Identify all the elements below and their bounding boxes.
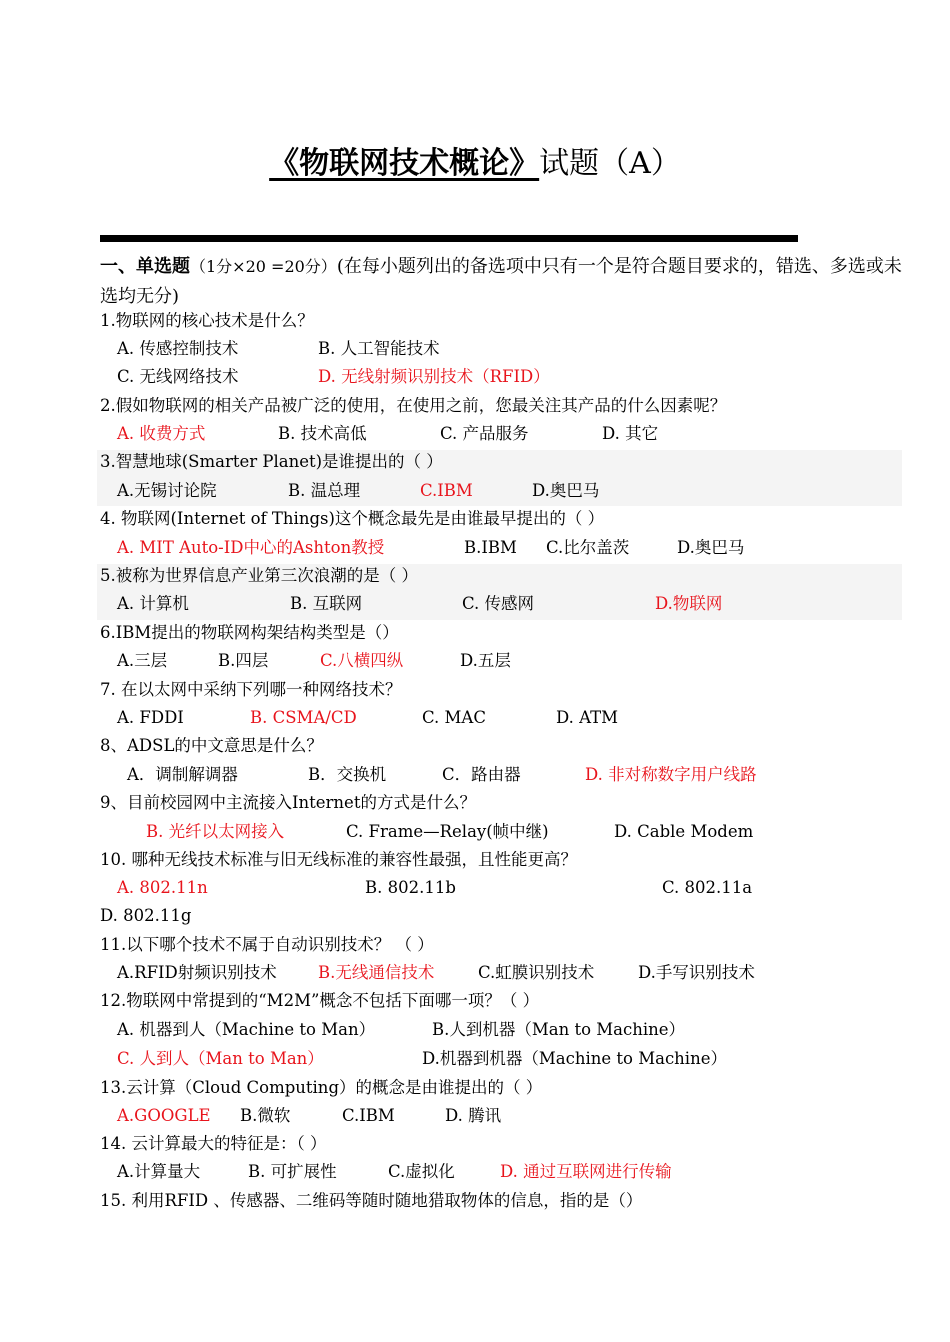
question-7-option: A. FDDI	[117, 708, 184, 727]
question-12-option: A. 机器到人（Machine to Man）	[117, 1020, 376, 1039]
question-11-option: A.RFID射频识别技术	[117, 963, 277, 982]
question-1-option-answer: D. 无线射频识别技术（RFID）	[318, 367, 550, 386]
question-9-option: D. Cable Modem	[614, 822, 754, 841]
question-13-option: B.微软	[240, 1106, 291, 1125]
question-8-text: 8、ADSL的中文意思是什么？	[100, 736, 323, 755]
question-6-option: D.五层	[460, 651, 511, 670]
question-14-text: 14. 云计算最大的特征是：（ ）	[100, 1134, 327, 1153]
question-14-option-answer: D. 通过互联网进行传输	[500, 1162, 672, 1181]
question-9-option-answer: B. 光纤以太网接入	[146, 822, 285, 841]
question-5-option: C. 传感网	[462, 594, 535, 613]
question-2-option: D. 其它	[602, 424, 659, 443]
question-10-option: D. 802.11g	[100, 906, 192, 925]
question-13-option: D. 腾讯	[445, 1106, 502, 1125]
page-title	[0, 138, 950, 182]
question-3-text: 3.智慧地球(Smarter Planet)是谁提出的（ ）	[100, 452, 443, 471]
question-3-option: B. 温总理	[288, 481, 361, 500]
question-11-option: C.虹膜识别技术	[478, 963, 595, 982]
question-13-option: C.IBM	[342, 1106, 395, 1125]
question-5-text: 5.被称为世界信息产业第三次浪潮的是（ ）	[100, 566, 418, 585]
question-11-text: 11.以下哪个技术不属于自动识别技术？ （ ）	[100, 935, 434, 954]
section-header	[100, 252, 905, 312]
question-3-option-answer: C.IBM	[420, 481, 473, 500]
question-8-option: C．路由器	[442, 765, 521, 784]
question-11-option-answer: B.无线通信技术	[318, 963, 435, 982]
question-7-option-answer: B. CSMA/CD	[250, 708, 357, 727]
question-1-option: A. 传感控制技术	[117, 339, 239, 358]
question-14-option: B. 可扩展性	[248, 1162, 337, 1181]
question-6-text: 6.IBM提出的物联网构架结构类型是（）	[100, 623, 399, 642]
section-instruction: (在每小题列出的备选项中只有一个是符合题目要求的，错选、多选或未选均无分)	[100, 256, 902, 307]
question-3-option: D.奥巴马	[532, 481, 600, 500]
section-heading: 一、单选题	[100, 256, 190, 277]
question-8-option: B．交换机	[308, 765, 387, 784]
title-rule	[100, 235, 798, 242]
question-7-option: C. MAC	[422, 708, 486, 727]
question-5-option-answer: D.物联网	[655, 594, 723, 613]
question-1-option: C. 无线网络技术	[117, 367, 239, 386]
question-6-option-answer: C.八横四纵	[320, 651, 404, 670]
question-2-option: B. 技术高低	[278, 424, 367, 443]
title-suffix: 试题（A）	[539, 146, 681, 181]
question-10-text: 10. 哪种无线技术标准与旧无线标准的兼容性最强，且性能更高？	[100, 850, 577, 869]
question-11-option: D.手写识别技术	[638, 963, 755, 982]
question-10-option: B. 802.11b	[365, 878, 456, 897]
question-14-option: A.计算量大	[117, 1162, 201, 1181]
question-2-option-answer: A. 收费方式	[117, 424, 206, 443]
question-7-text: 7. 在以太网中采纳下列哪一种网络技术？	[100, 680, 402, 699]
question-6-option: B.四层	[218, 651, 269, 670]
question-8-option-answer: D. 非对称数字用户线路	[585, 765, 757, 784]
question-2-text: 2.假如物联网的相关产品被广泛的使用，在使用之前，您最关注其产品的什么因素呢？	[100, 396, 727, 415]
title-main: 《物联网技术概论》	[269, 146, 540, 181]
question-5-option: A. 计算机	[117, 594, 189, 613]
question-12-option: B.人到机器（Man to Machine）	[432, 1020, 686, 1039]
question-4-text: 4. 物联网(Internet of Things)这个概念最先是由谁最早提出的（ ）	[100, 509, 605, 528]
question-10-option-answer: A. 802.11n	[117, 878, 208, 897]
question-6-option: A.三层	[117, 651, 168, 670]
question-8-option: A．调制解调器	[127, 765, 238, 784]
question-12-text: 12.物联网中常提到的“M2M”概念不包括下面哪一项？（ ）	[100, 991, 540, 1010]
question-4-option: D.奥巴马	[677, 538, 745, 557]
question-1-option: B. 人工智能技术	[318, 339, 440, 358]
question-4-option-answer: A. MIT Auto-ID中心的Ashton教授	[117, 538, 385, 557]
question-2-option: C. 产品服务	[440, 424, 529, 443]
question-3-option: A.无锡讨论院	[117, 481, 217, 500]
question-13-option-answer: A.GOOGLE	[117, 1106, 211, 1125]
question-4-option: B.IBM	[464, 538, 517, 557]
question-1-text: 1.物联网的核心技术是什么？	[100, 311, 314, 330]
question-13-text: 13.云计算（Cloud Computing）的概念是由谁提出的（ ）	[100, 1078, 543, 1097]
question-9-text: 9、目前校园网中主流接入Internet的方式是什么？	[100, 793, 476, 812]
question-10-option: C. 802.11a	[662, 878, 753, 897]
question-15-text: 15. 利用RFID 、传感器、二维码等随时随地猎取物体的信息，指的是（）	[100, 1191, 643, 1210]
question-9-option: C. Frame—Relay(帧中继)	[346, 822, 549, 841]
question-12-option-answer: C. 人到人（Man to Man）	[117, 1049, 324, 1068]
question-7-option: D. ATM	[556, 708, 619, 727]
question-5-option: B. 互联网	[290, 594, 363, 613]
question-4-option: C.比尔盖茨	[546, 538, 630, 557]
section-points: （1分×20 =20分）	[190, 257, 337, 276]
question-12-option: D.机器到机器（Machine to Machine）	[422, 1049, 727, 1068]
question-14-option: C.虚拟化	[388, 1162, 455, 1181]
